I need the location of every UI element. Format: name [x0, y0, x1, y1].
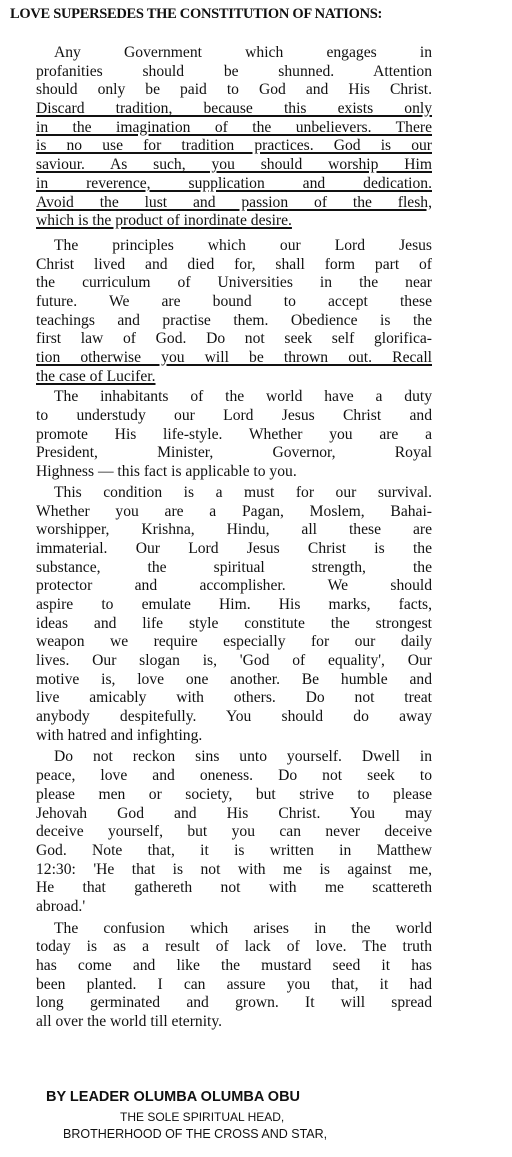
article-line: the curriculum of Universities in the near — [36, 274, 432, 292]
article-line: peace, love and oneness. Do not seek to — [36, 767, 432, 785]
article-line: This condition is a must for our survival. — [54, 483, 432, 501]
article-line: Discard tradition, because this exists only — [36, 100, 432, 118]
article-line: He that gathereth not with me scattereth — [36, 879, 432, 897]
article-line: immaterial. Our Lord Jesus Christ is the — [36, 539, 432, 557]
article-line: President, Minister, Governor, Royal — [36, 444, 432, 462]
article-line: aspire to emulate Him. His marks, facts, — [36, 595, 432, 613]
article-line: protector and accomplisher. We should — [36, 577, 432, 595]
article-line: Whether you are a Pagan, Moslem, Bahai- — [36, 502, 432, 520]
article-body — [36, 44, 432, 1032]
article-line: Jehovah God and His Christ. You may — [36, 804, 432, 822]
article-line: anybody despitefully. You should do away — [36, 708, 432, 726]
author-byline: BY LEADER OLUMBA OLUMBA OBU — [46, 1089, 301, 1105]
article-line: in reverence, supplication and dedication. — [36, 174, 432, 192]
article-line: The principles which our Lord Jesus — [54, 236, 432, 254]
article-line: with hatred and infighting. — [36, 726, 203, 744]
article-line: worshipper, Krishna, Hindu, all these are — [36, 521, 432, 539]
article-line: The inhabitants of the world have a duty — [54, 388, 432, 406]
author-title-line-1: THE SOLE SPIRITUAL HEAD, — [120, 1110, 285, 1124]
article-paragraph-2 — [36, 237, 432, 387]
article-line: the case of Lucifer. — [36, 367, 156, 385]
article-line: Highness — this fact is applicable to you. — [36, 463, 297, 481]
article-line: substance, the spiritual strength, the — [36, 558, 432, 576]
article-paragraph-1 — [36, 44, 432, 231]
article-line: profanities should be shunned. Attention — [36, 62, 432, 80]
article-line: ideas and life style constitute the strongest — [36, 614, 432, 632]
article-line: to understudy our Lord Jesus Christ and — [36, 407, 432, 425]
article-line: lives. Our slogan is, 'God of equality', Our — [36, 652, 432, 669]
article-line: should only be paid to God and His Christ. — [36, 81, 432, 99]
article-headline: LOVE SUPERSEDES THE CONSTITUTION OF NATIONS: — [10, 6, 383, 22]
article-line: all over the world till eternity. — [36, 1013, 223, 1031]
article-line: long germinated and grown. It will spread — [36, 994, 432, 1012]
article-line: abroad.' — [36, 897, 86, 915]
article-line: please men or society, but strive to please — [36, 785, 432, 803]
article-line: The confusion which arises in the world — [54, 919, 432, 937]
article-line: teachings and practise them. Obedience is the — [36, 311, 432, 329]
article-line: Any Government which engages in — [54, 44, 432, 61]
article-line: weapon we require especially for our daily — [36, 633, 432, 651]
article-line: live amicably with others. Do not treat — [36, 689, 432, 707]
article-line: God. Note that, it is written in Matthew — [36, 841, 432, 859]
article-line: is no use for tradition practices. God is our — [36, 137, 432, 155]
article-line: 12:30: 'He that is not with me is against me, — [36, 860, 432, 878]
article-line: future. We are bound to accept these — [36, 292, 432, 310]
article-line: first law of God. Do not seek self glorifica- — [36, 330, 432, 348]
article-paragraph-6 — [36, 920, 432, 1032]
article-line: Avoid the lust and passion of the flesh, — [36, 193, 432, 211]
article-line: which is the product of inordinate desire. — [36, 212, 292, 230]
article-line: tion otherwise you will be thrown out. Recall — [36, 349, 432, 366]
article-line: today is as a result of lack of love. The truth — [36, 938, 432, 956]
article-line: deceive yourself, but you can never deceive — [36, 823, 432, 841]
article-paragraph-4 — [36, 484, 432, 746]
article-line: in the imagination of the unbelievers. There — [36, 118, 432, 136]
article-line: Do not reckon sins unto yourself. Dwell in — [54, 748, 432, 766]
author-title-line-2: BROTHERHOOD OF THE CROSS AND STAR, — [63, 1127, 328, 1141]
article-line: been planted. I can assure you that, it had — [36, 975, 432, 993]
article-line: motive is, love one another. Be humble and — [36, 670, 432, 688]
article-line: Christ lived and died for, shall form part of — [36, 255, 432, 273]
article-paragraph-5 — [36, 748, 432, 916]
article-line: has come and like the mustard seed it has — [36, 957, 432, 974]
article-paragraph-3 — [36, 388, 432, 481]
article-line: saviour. As such, you should worship Him — [36, 156, 432, 174]
article-line: promote His life-style. Whether you are a — [36, 425, 432, 443]
